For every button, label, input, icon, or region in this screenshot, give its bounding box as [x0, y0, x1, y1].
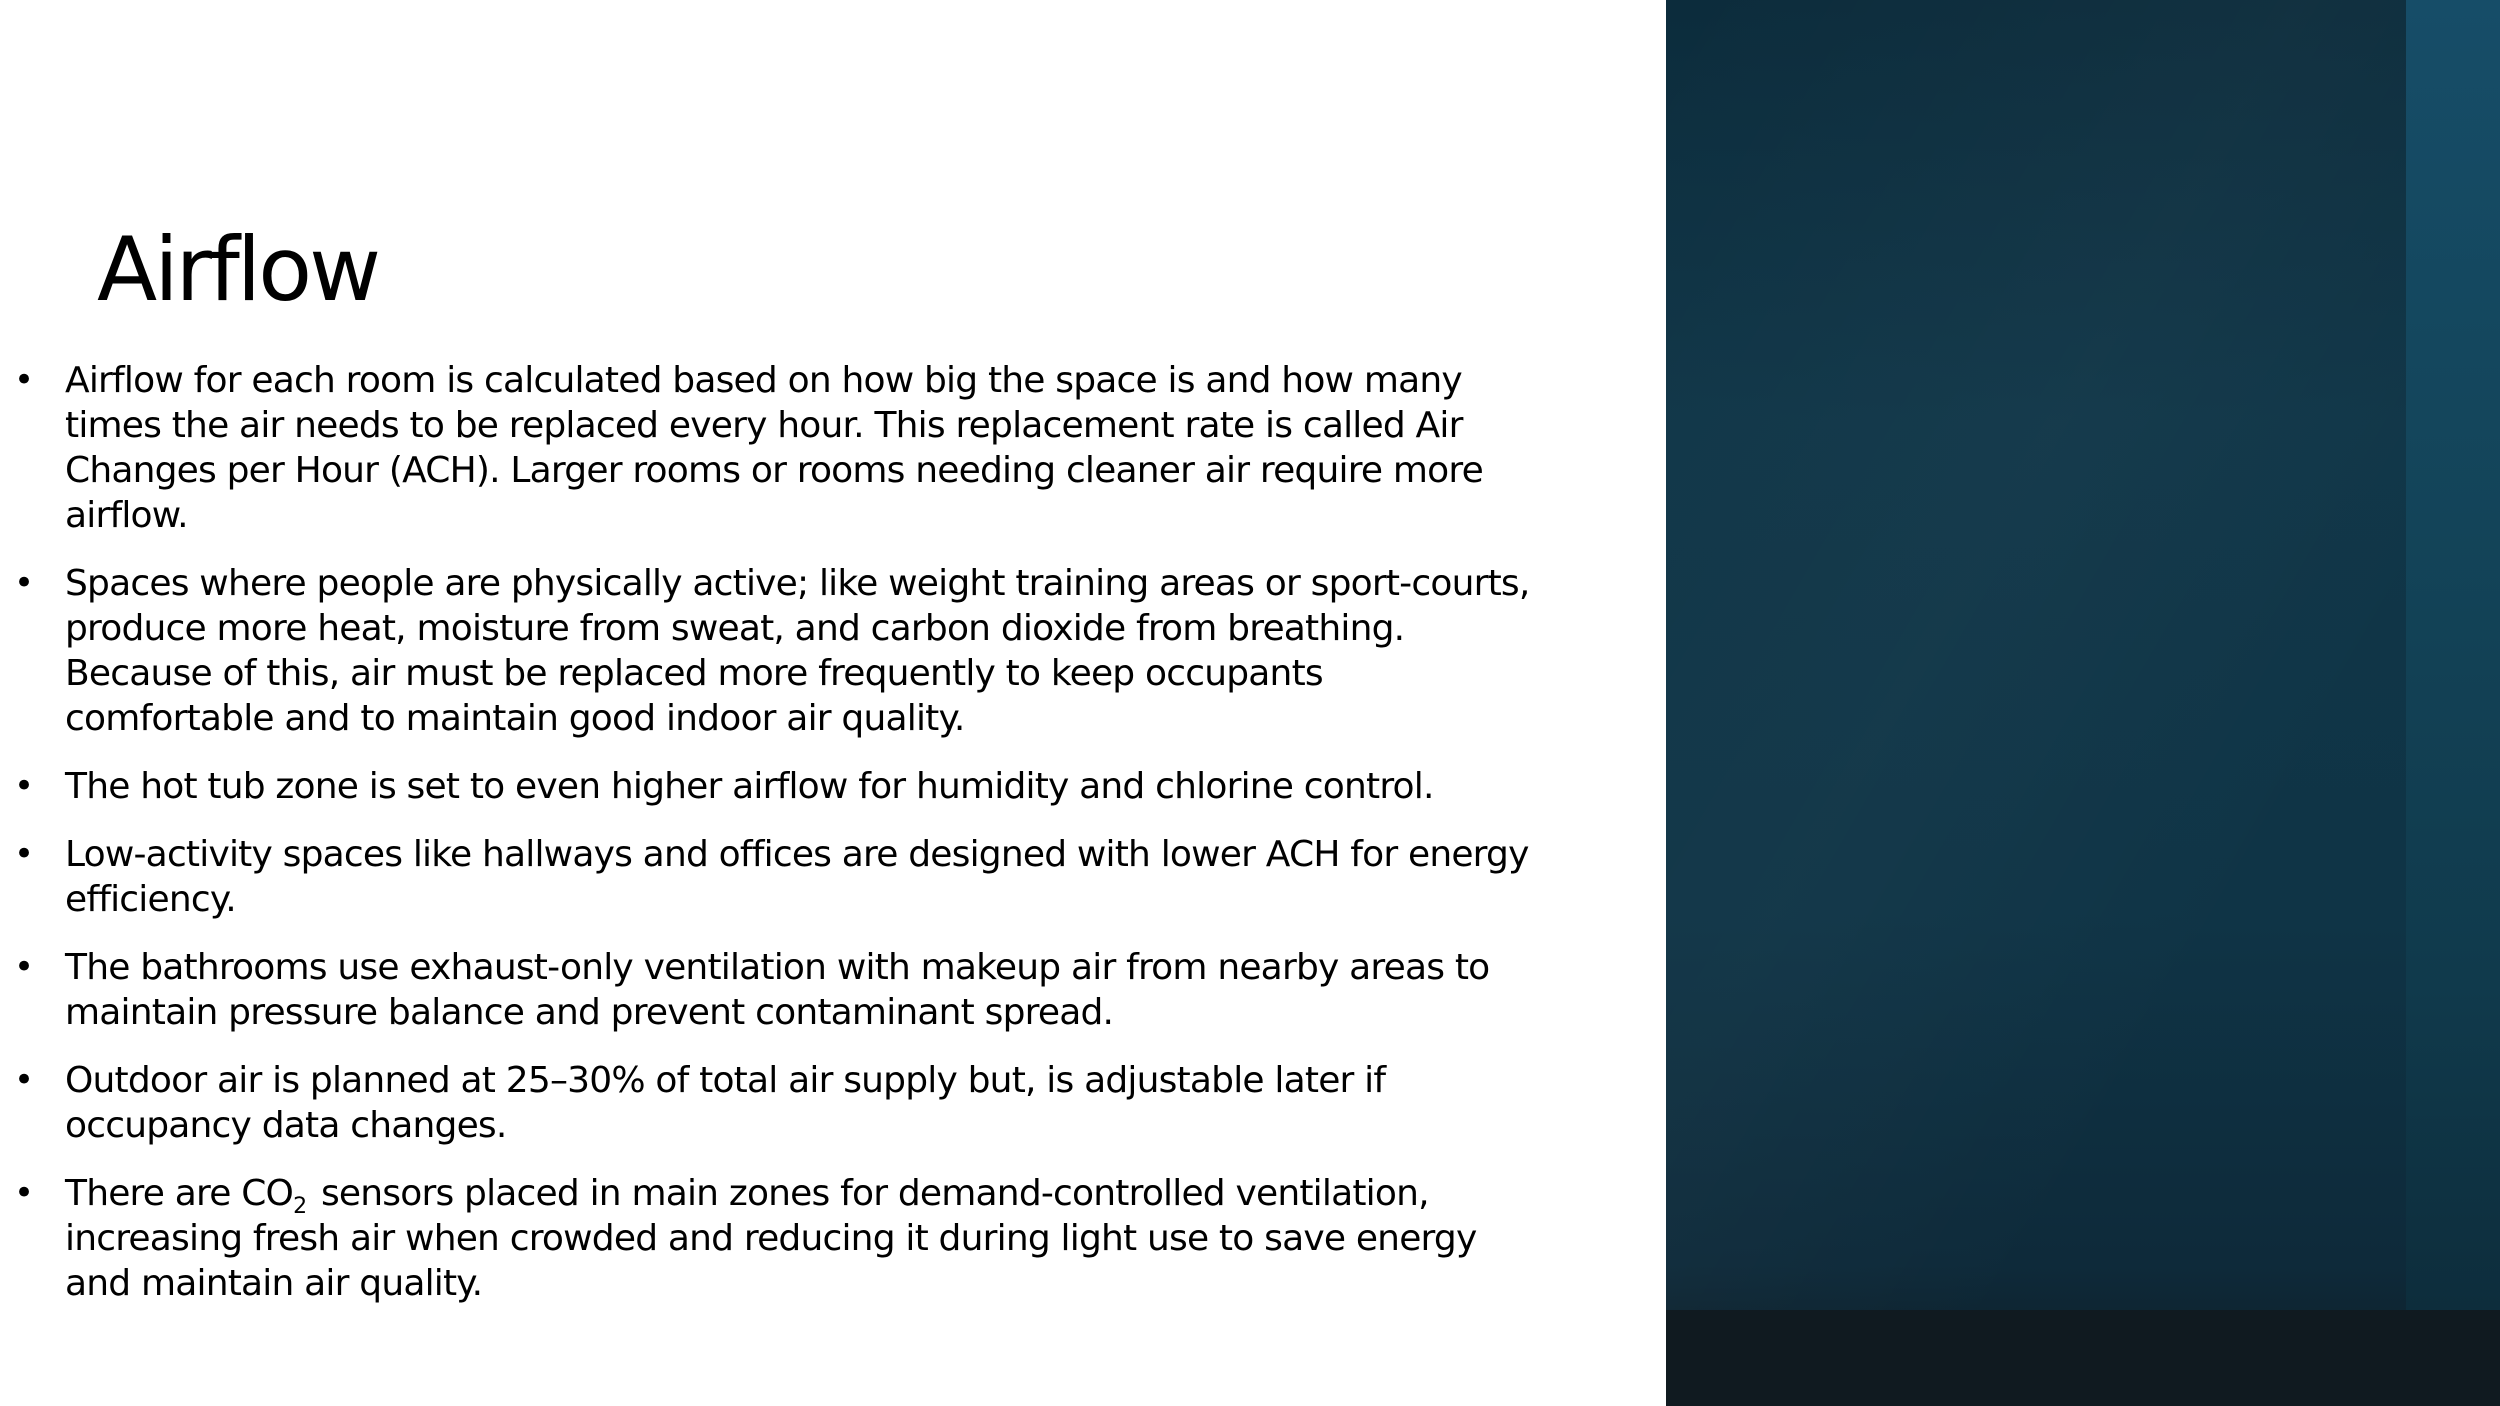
bullet-item: [0, 1171, 1530, 1306]
bullet-marker: •: [14, 563, 34, 603]
bullet-text-after: sensors placed in main zones for demand-controlled ventilation, increasing fresh air when crowded and reducing it during light use to save energy and maintain air quality.: [65, 1173, 1477, 1304]
bullet-item: [0, 764, 1530, 809]
decorative-side-panel: [1666, 0, 2500, 1406]
side-panel-sheen: [1666, 0, 2500, 1310]
bullet-marker: •: [14, 834, 34, 874]
bullet-text: Airflow for each room is calculated based on how big the space is and how many times the air needs to be replaced every hour. This replacement rate is called Air Changes per Hour (ACH). Larger rooms or rooms needing cleaner air require more airflow.: [65, 360, 1483, 536]
bullet-text: Outdoor air is planned at 25–30% of total air supply but, is adjustable later if occupancy data changes.: [65, 1060, 1386, 1146]
bullet-item: [0, 358, 1530, 538]
bullet-marker: •: [14, 766, 34, 806]
bullet-marker: •: [14, 947, 34, 987]
bullet-list: [0, 358, 1530, 1329]
bullet-marker: •: [14, 360, 34, 400]
side-panel-bottom-band: [1666, 1310, 2500, 1406]
bullet-item: [0, 945, 1530, 1035]
bullet-text-before: There are CO: [65, 1173, 294, 1214]
bullet-marker: •: [14, 1060, 34, 1100]
bullet-item: [0, 561, 1530, 741]
bullet-text: Low-activity spaces like hallways and offices are designed with lower ACH for energy efficiency.: [65, 834, 1529, 920]
bullet-text: The bathrooms use exhaust-only ventilation with makeup air from nearby areas to maintain pressure balance and prevent contaminant spread.: [65, 947, 1490, 1033]
side-panel-accent-strip: [2406, 0, 2500, 1310]
bullet-text: The hot tub zone is set to even higher airflow for humidity and chlorine control.: [65, 766, 1434, 807]
bullet-text: Spaces where people are physically active; like weight training areas or sport-courts, produce more heat, moisture from sweat, and carbon dioxide from breathing. Because of this, air must be replaced more frequently to keep occupants comfortable and to maintain good indoor air quality.: [65, 563, 1530, 739]
bullet-text: [65, 1173, 1476, 1304]
slide-title: Airflow: [97, 218, 379, 321]
bullet-item: [0, 1058, 1530, 1148]
co2-subscript: 2: [293, 1194, 307, 1219]
bullet-item: [0, 832, 1530, 922]
bullet-marker: •: [14, 1173, 34, 1213]
